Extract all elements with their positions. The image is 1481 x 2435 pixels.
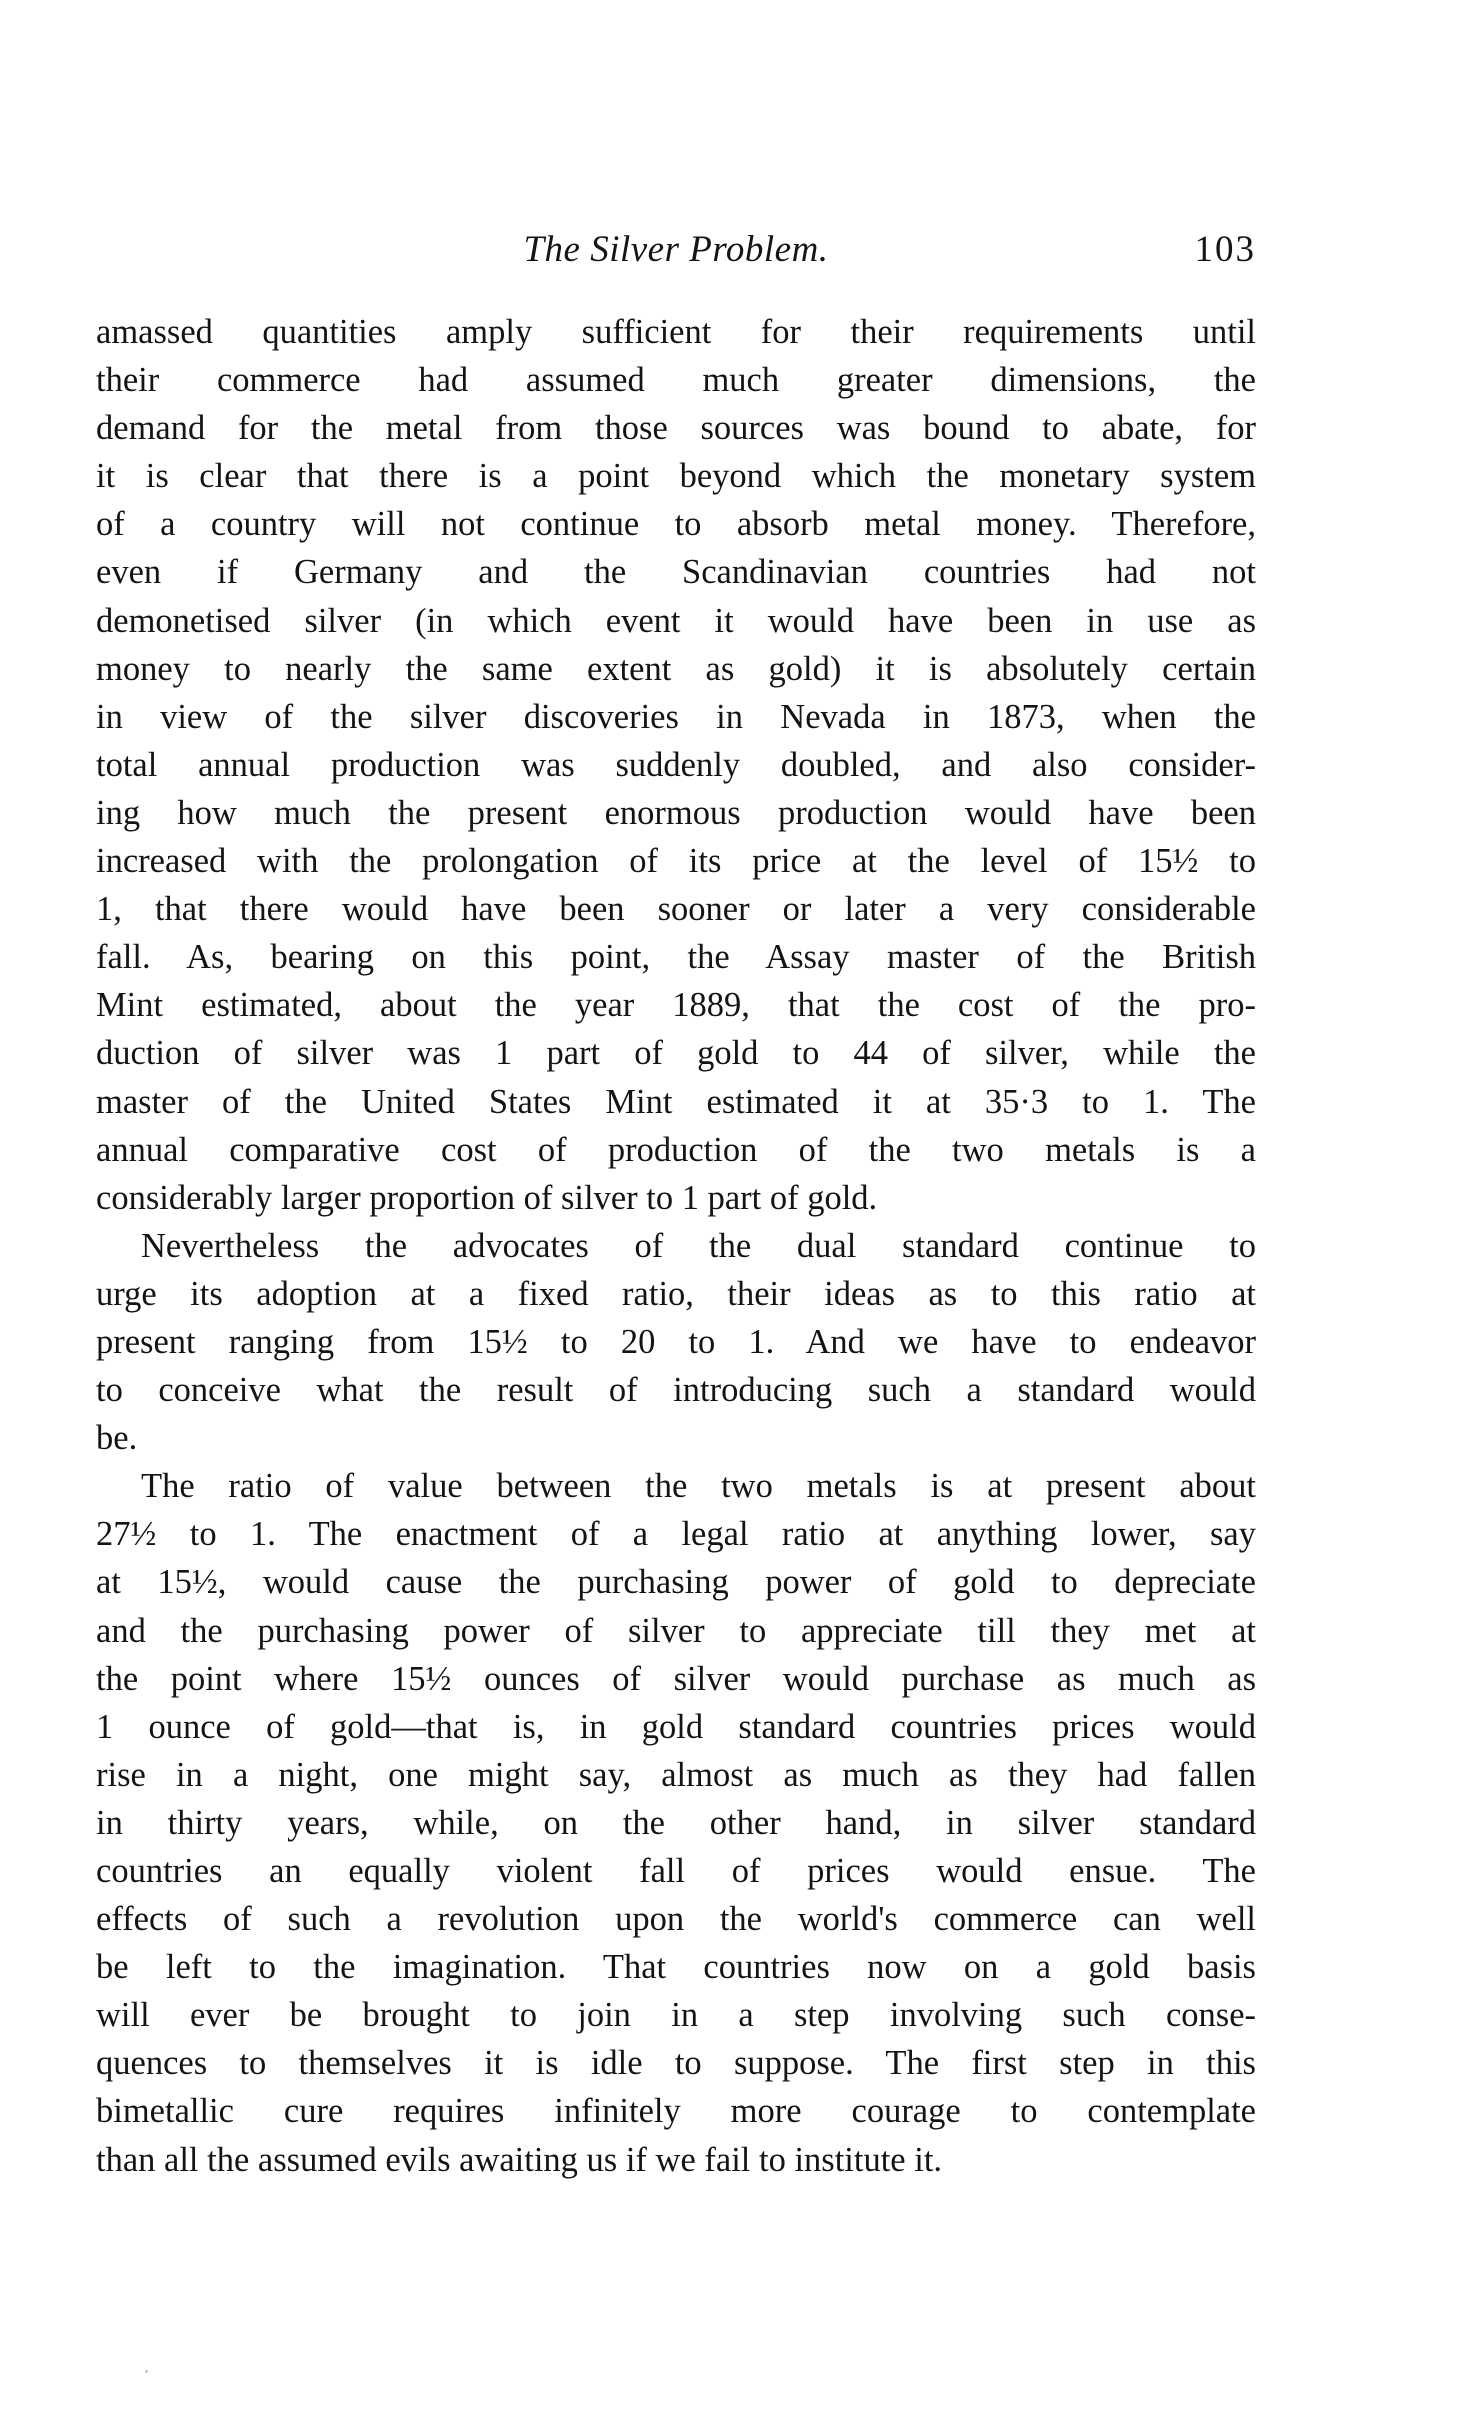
text-line: present ranging from 15½ to 20 to 1. And we have to endeavor <box>96 1322 1256 1361</box>
text-line: in view of the silver discoveries in Nevada in 1873, when the <box>96 697 1256 736</box>
running-head <box>96 228 1256 278</box>
text-line: the point where 15½ ounces of silver would purchase as much as <box>96 1659 1256 1698</box>
text-line: demand for the metal from those sources was bound to abate, for <box>96 409 1256 448</box>
text-line: in thirty years, while, on the other hand, in silver standard <box>96 1803 1256 1842</box>
text-line: be left to the imagination. That countries now on a gold basis <box>96 1948 1256 1987</box>
text-line: fall. As, bearing on this point, the Assay master of the British <box>96 938 1256 977</box>
text-line: bimetallic cure requires infinitely more courage to contemplate <box>96 2092 1256 2131</box>
text-line: demonetised silver (in which event it would have been in use as <box>96 601 1256 640</box>
text-line: 1, that there would have been sooner or later a very considerable <box>96 890 1256 929</box>
paragraph <box>96 1462 1256 2183</box>
text-line: rise in a night, one might say, almost as much as they had fallen <box>96 1755 1256 1794</box>
text-line: money to nearly the same extent as gold) it is absolutely certain <box>96 649 1256 688</box>
text-line: Mint estimated, about the year 1889, that the cost of the pro- <box>96 986 1256 1025</box>
text-line: their commerce had assumed much greater dimensions, the <box>96 361 1256 400</box>
page-number: 103 <box>1194 229 1256 270</box>
text-line: The ratio of value between the two metals is at present about <box>141 1467 1256 1506</box>
text-line: duction of silver was 1 part of gold to 44 of silver, while the <box>96 1034 1256 1073</box>
text-line: 27½ to 1. The enactment of a legal ratio at anything lower, say <box>96 1515 1256 1554</box>
body-text <box>96 308 1256 2184</box>
paragraph <box>96 308 1256 1222</box>
text-line: increased with the prolongation of its price at the level of 15½ to <box>96 842 1256 881</box>
text-line: annual comparative cost of production of the two metals is a <box>96 1130 1256 1169</box>
text-line: to conceive what the result of introducing such a standard would <box>96 1371 1256 1410</box>
paper-speck <box>145 2370 148 2373</box>
running-title: The Silver Problem. <box>523 229 829 270</box>
text-line: considerably larger proportion of silver to 1 part of gold. <box>96 1178 878 1217</box>
text-line: effects of such a revolution upon the world's commerce can well <box>96 1900 1256 1939</box>
text-line: be. <box>96 1419 138 1458</box>
text-line: total annual production was suddenly doubled, and also consider- <box>96 745 1256 784</box>
text-line: urge its adoption at a fixed ratio, their ideas as to this ratio at <box>96 1274 1256 1313</box>
text-line: and the purchasing power of silver to appreciate till they met at <box>96 1611 1256 1650</box>
text-line: quences to themselves it is idle to suppose. The first step in this <box>96 2044 1256 2083</box>
text-line: 1 ounce of gold—that is, in gold standard countries prices would <box>96 1707 1256 1746</box>
text-line: than all the assumed evils awaiting us if we fail to institute it. <box>96 2140 943 2179</box>
text-line: it is clear that there is a point beyond which the monetary system <box>96 457 1256 496</box>
text-line: even if Germany and the Scandinavian countries had not <box>96 553 1256 592</box>
text-line: ing how much the present enormous production would have been <box>96 793 1256 832</box>
paragraph <box>96 1222 1256 1462</box>
text-line: Nevertheless the advocates of the dual standard continue to <box>141 1226 1256 1265</box>
text-line: master of the United States Mint estimated it at 35·3 to 1. The <box>96 1082 1256 1121</box>
text-line: of a country will not continue to absorb metal money. Therefore, <box>96 505 1256 544</box>
text-line: will ever be brought to join in a step involving such conse- <box>96 1996 1256 2035</box>
text-line: at 15½, would cause the purchasing power of gold to depreciate <box>96 1563 1256 1602</box>
text-line: countries an equally violent fall of prices would ensue. The <box>96 1852 1256 1890</box>
text-line: amassed quantities amply sufficient for their requirements until <box>96 313 1256 351</box>
